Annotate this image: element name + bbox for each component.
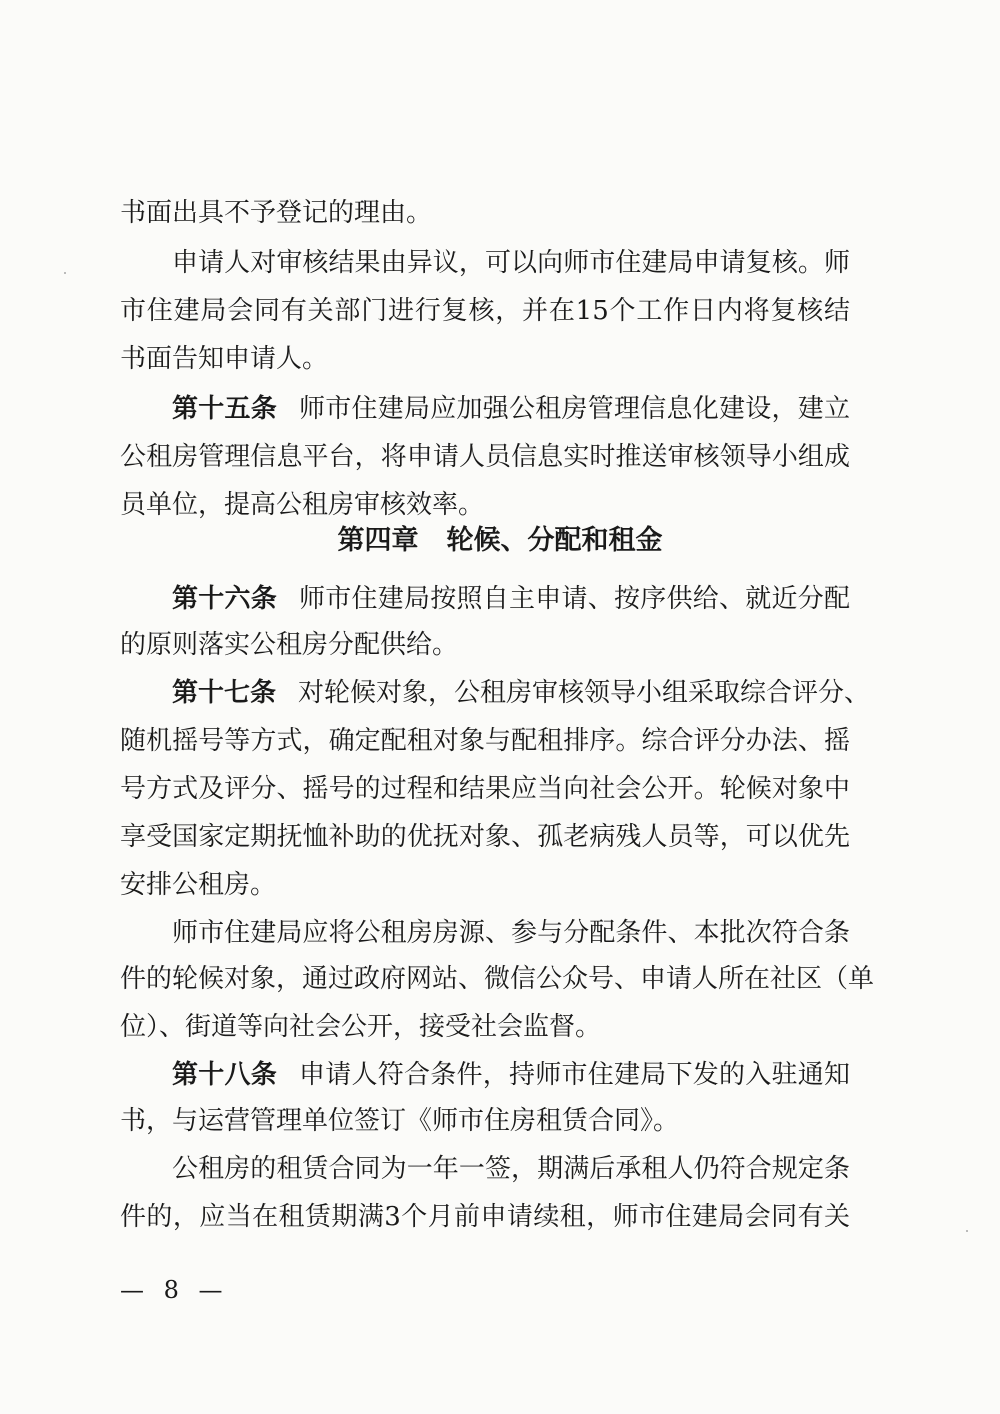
article-label: 第十六条 <box>172 584 277 614</box>
text-line: 公租房管理信息平台，将申请人员信息实时推送审核领导小组成 <box>120 442 850 472</box>
text-line: 申请人符合条件，持师市住建局下发的入驻通知 <box>299 1060 850 1090</box>
text-line: 随机摇号等方式，确定配租对象与配租排序。综合评分办法、摇 <box>120 726 850 756</box>
chapter-title: 轮候、分配和租金 <box>446 525 663 556</box>
text-line: 享受国家定期抚恤补助的优抚对象、孤老病残人员等，可以优先 <box>120 822 850 852</box>
text-line: 位）、街道等向社会公开，接受社会监督。 <box>120 1012 602 1042</box>
text-line: 件的轮候对象，通过政府网站、微信公众号、申请人所在社区（单 <box>120 964 875 994</box>
page-number: — 8 — <box>120 1276 229 1304</box>
text-line: 公租房的租赁合同为一年一签，期满后承租人仍符合规定条 <box>172 1154 850 1184</box>
text-line: 师市住建局按照自主申请、按序供给、就近分配 <box>299 584 850 614</box>
text-line: 的原则落实公租房分配供给。 <box>120 630 459 660</box>
chapter-heading <box>0 524 1000 558</box>
scan-speck <box>64 272 66 274</box>
text-line: 对轮候对象，公租房审核领导小组采取综合评分、 <box>298 678 871 708</box>
article-label: 第十八条 <box>172 1060 277 1090</box>
article-label: 第十五条 <box>172 394 277 424</box>
text-line: 书面出具不予登记的理由。 <box>120 198 433 228</box>
text-line: 申请人对审核结果由异议，可以向师市住建局申请复核。师 <box>172 248 850 278</box>
text-line: 师市住建局应将公租房房源、参与分配条件、本批次符合条 <box>172 918 850 948</box>
text-line: 员单位，提高公租房审核效率。 <box>120 490 485 520</box>
article-17-line <box>172 676 871 710</box>
chapter-number: 第四章 <box>337 525 419 556</box>
text-line: 书，与运营管理单位签订《师市住房租赁合同》。 <box>120 1106 680 1136</box>
text-line: 师市住建局应加强公租房管理信息化建设，建立 <box>299 394 850 424</box>
article-15-line <box>172 392 850 426</box>
text-line: 安排公租房。 <box>120 870 277 900</box>
scan-speck <box>966 1230 968 1232</box>
text-line: 号方式及评分、摇号的过程和结果应当向社会公开。轮候对象中 <box>120 774 850 804</box>
text-line: 件的，应当在租赁期满3个月前申请续租，师市住建局会同有关 <box>120 1202 850 1232</box>
article-16-line <box>172 582 850 616</box>
article-18-line <box>172 1058 850 1092</box>
article-label: 第十七条 <box>172 678 277 708</box>
text-line: 书面告知申请人。 <box>120 344 329 374</box>
text-line: 市住建局会同有关部门进行复核，并在15个工作日内将复核结 <box>120 296 850 326</box>
